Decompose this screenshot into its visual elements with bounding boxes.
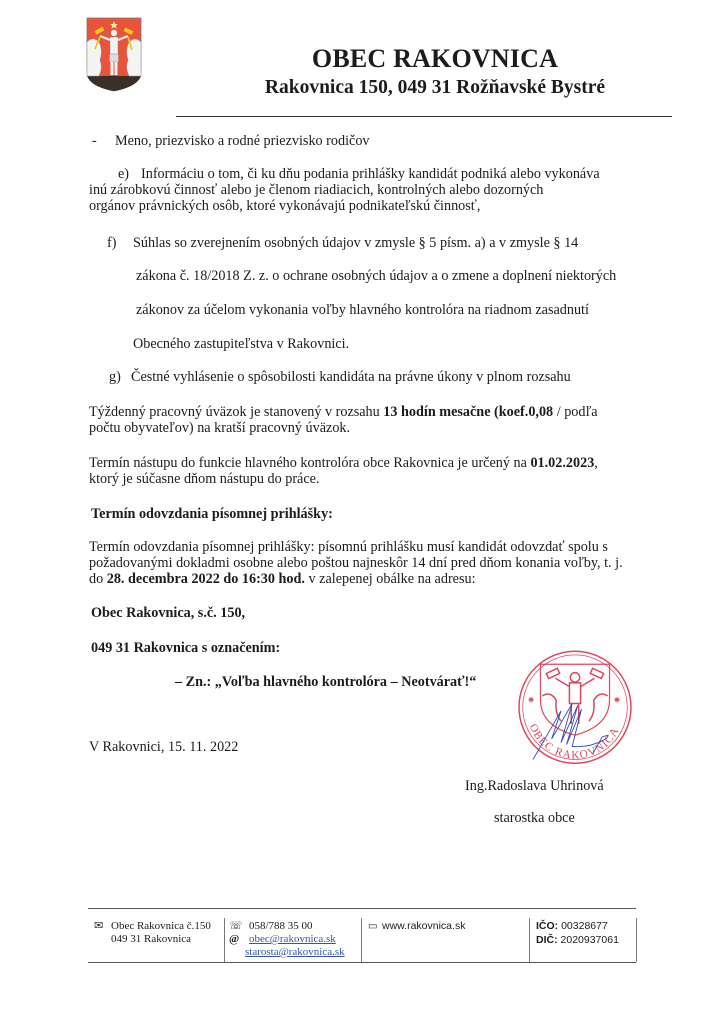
- coat-of-arms-icon: [85, 16, 143, 92]
- item-f-line-3: zákonov za účelom vykonania voľby hlavného kontrolóra na riadnom zasadnutí: [136, 302, 589, 318]
- deadline-date: 28. decembra 2022 do 16:30 hod.: [106, 571, 305, 587]
- deadline-text-end: v zalepenej obálke na adresu:: [304, 571, 476, 587]
- item-e-line-2: inú zárobkovú činnosť alebo je členom riadiacich, kontrolných alebo dozorných: [89, 182, 544, 198]
- deadline-line-1: Termín odovzdania písomnej prihlášky: písomnú prihlášku musí kandidát odovzdať spolu s: [89, 539, 608, 555]
- footer-separator: [529, 918, 530, 962]
- workload-text: Týždenný pracovný úväzok je stanovený v rozsahu: [89, 404, 384, 420]
- list-item-parents-name: Meno, priezvisko a rodné priezvisko rodičov: [115, 133, 370, 149]
- footer-phone: 058/788 35 00: [249, 920, 313, 932]
- item-e-line-1: Informáciu o tom, či ku dňu podania prihlášky kandidát podniká alebo vykonáva: [141, 166, 600, 182]
- footer-separator: [361, 918, 362, 962]
- deadline-line-2: požadovanými dokladmi osobne alebo poštou najneskôr 14 dní pred dňom konania voľby, t. j.: [89, 555, 623, 571]
- envelope-icon: ✉: [94, 920, 104, 932]
- deadline-line-3: [89, 571, 476, 587]
- footer-contact-cell: [229, 918, 357, 962]
- footer-ids-cell: [536, 918, 634, 962]
- footer-email-starosta[interactable]: starosta@rakovnica.sk: [245, 946, 345, 958]
- start-text: Termín nástupu do funkcie hlavného kontrolóra obce Rakovnica je určený na: [89, 455, 531, 471]
- list-marker-dash: -: [92, 133, 97, 149]
- start-text-end: ,: [594, 455, 598, 471]
- page-title: OBEC RAKOVNICA: [311, 44, 559, 73]
- official-stamp-icon: [505, 648, 645, 772]
- footer-dic: [536, 934, 619, 947]
- footer-address-cell: [94, 918, 220, 962]
- footer-address-line-2: 049 31 Rakovnica: [111, 933, 192, 945]
- workload-hours: 13 hodín mesačne (koef.0,08: [383, 404, 554, 420]
- signatory-name: Ing.Radoslava Uhrinová: [465, 778, 604, 794]
- footer-separator: [636, 918, 637, 962]
- footer-divider: [88, 908, 636, 909]
- footer-website[interactable]: www.rakovnica.sk: [382, 920, 466, 932]
- start-date: 01.02.2023: [530, 455, 595, 471]
- deadline-heading: Termín odovzdania písomnej prihlášky:: [91, 506, 333, 522]
- dic-value: 2020937061: [557, 934, 619, 946]
- dic-label: DIČ:: [536, 934, 558, 946]
- item-e-line-3: orgánov právnických osôb, ktoré vykonávajú podnikateľskú činnosť,: [89, 198, 481, 214]
- footer-separator: [224, 918, 225, 962]
- place-date: V Rakovnici, 15. 11. 2022: [89, 739, 239, 755]
- workload-text-end: / podľa: [553, 404, 598, 420]
- address-line-1: Obec Rakovnica, s.č. 150,: [91, 605, 246, 621]
- envelope-mark: – Zn.: „Voľba hlavného kontrolóra – Neotvárať!“: [175, 674, 477, 690]
- signatory-title: starostka obce: [494, 810, 575, 826]
- footer-address-line-1: Obec Rakovnica č.150: [111, 920, 211, 932]
- computer-icon: ▭: [368, 921, 378, 932]
- item-f-line-2: zákona č. 18/2018 Z. z. o ochrane osobných údajov a o zmene a doplnení niektorých: [136, 268, 617, 284]
- workload-line-2: počtu obyvateľov) na kratší pracovný úväzok.: [89, 420, 351, 436]
- ico-label: IČO:: [536, 920, 559, 932]
- footer-ico: [536, 920, 608, 933]
- address-line-2: 049 31 Rakovnica s označením:: [91, 640, 281, 656]
- item-f-line-1: Súhlas so zverejnením osobných údajov v zmysle § 5 písm. a) a v zmysle § 14: [133, 235, 579, 251]
- svg-text:OBEC RAKOVNICA: [527, 722, 622, 761]
- stamp-text: OBEC RAKOVNICA: [526, 722, 622, 762]
- item-f-line-4: Obecného zastupiteľstva v Rakovnici.: [133, 336, 350, 352]
- item-g-text: Čestné vyhlásenie o spôsobilosti kandidáta na právne úkony v plnom rozsahu: [131, 369, 571, 385]
- deadline-text: do: [89, 571, 107, 587]
- footer-contact-table: [88, 918, 636, 963]
- list-marker-f: f): [107, 235, 117, 251]
- list-marker-e: e): [118, 166, 130, 182]
- start-line-1: [89, 455, 598, 471]
- telephone-icon: ☏: [229, 920, 243, 932]
- header-divider: [176, 116, 672, 117]
- footer-email-obec[interactable]: obec@rakovnica.sk: [249, 933, 336, 945]
- workload-line-1: [89, 404, 598, 420]
- start-line-2: ktorý je súčasne dňom nástupu do práce.: [89, 471, 320, 487]
- ico-value: 00328677: [558, 920, 608, 932]
- page-subtitle: Rakovnica 150, 049 31 Rožňavské Bystré: [264, 77, 606, 98]
- at-icon: @: [229, 933, 240, 945]
- footer-web-cell: [368, 918, 523, 962]
- list-marker-g: g): [109, 369, 121, 385]
